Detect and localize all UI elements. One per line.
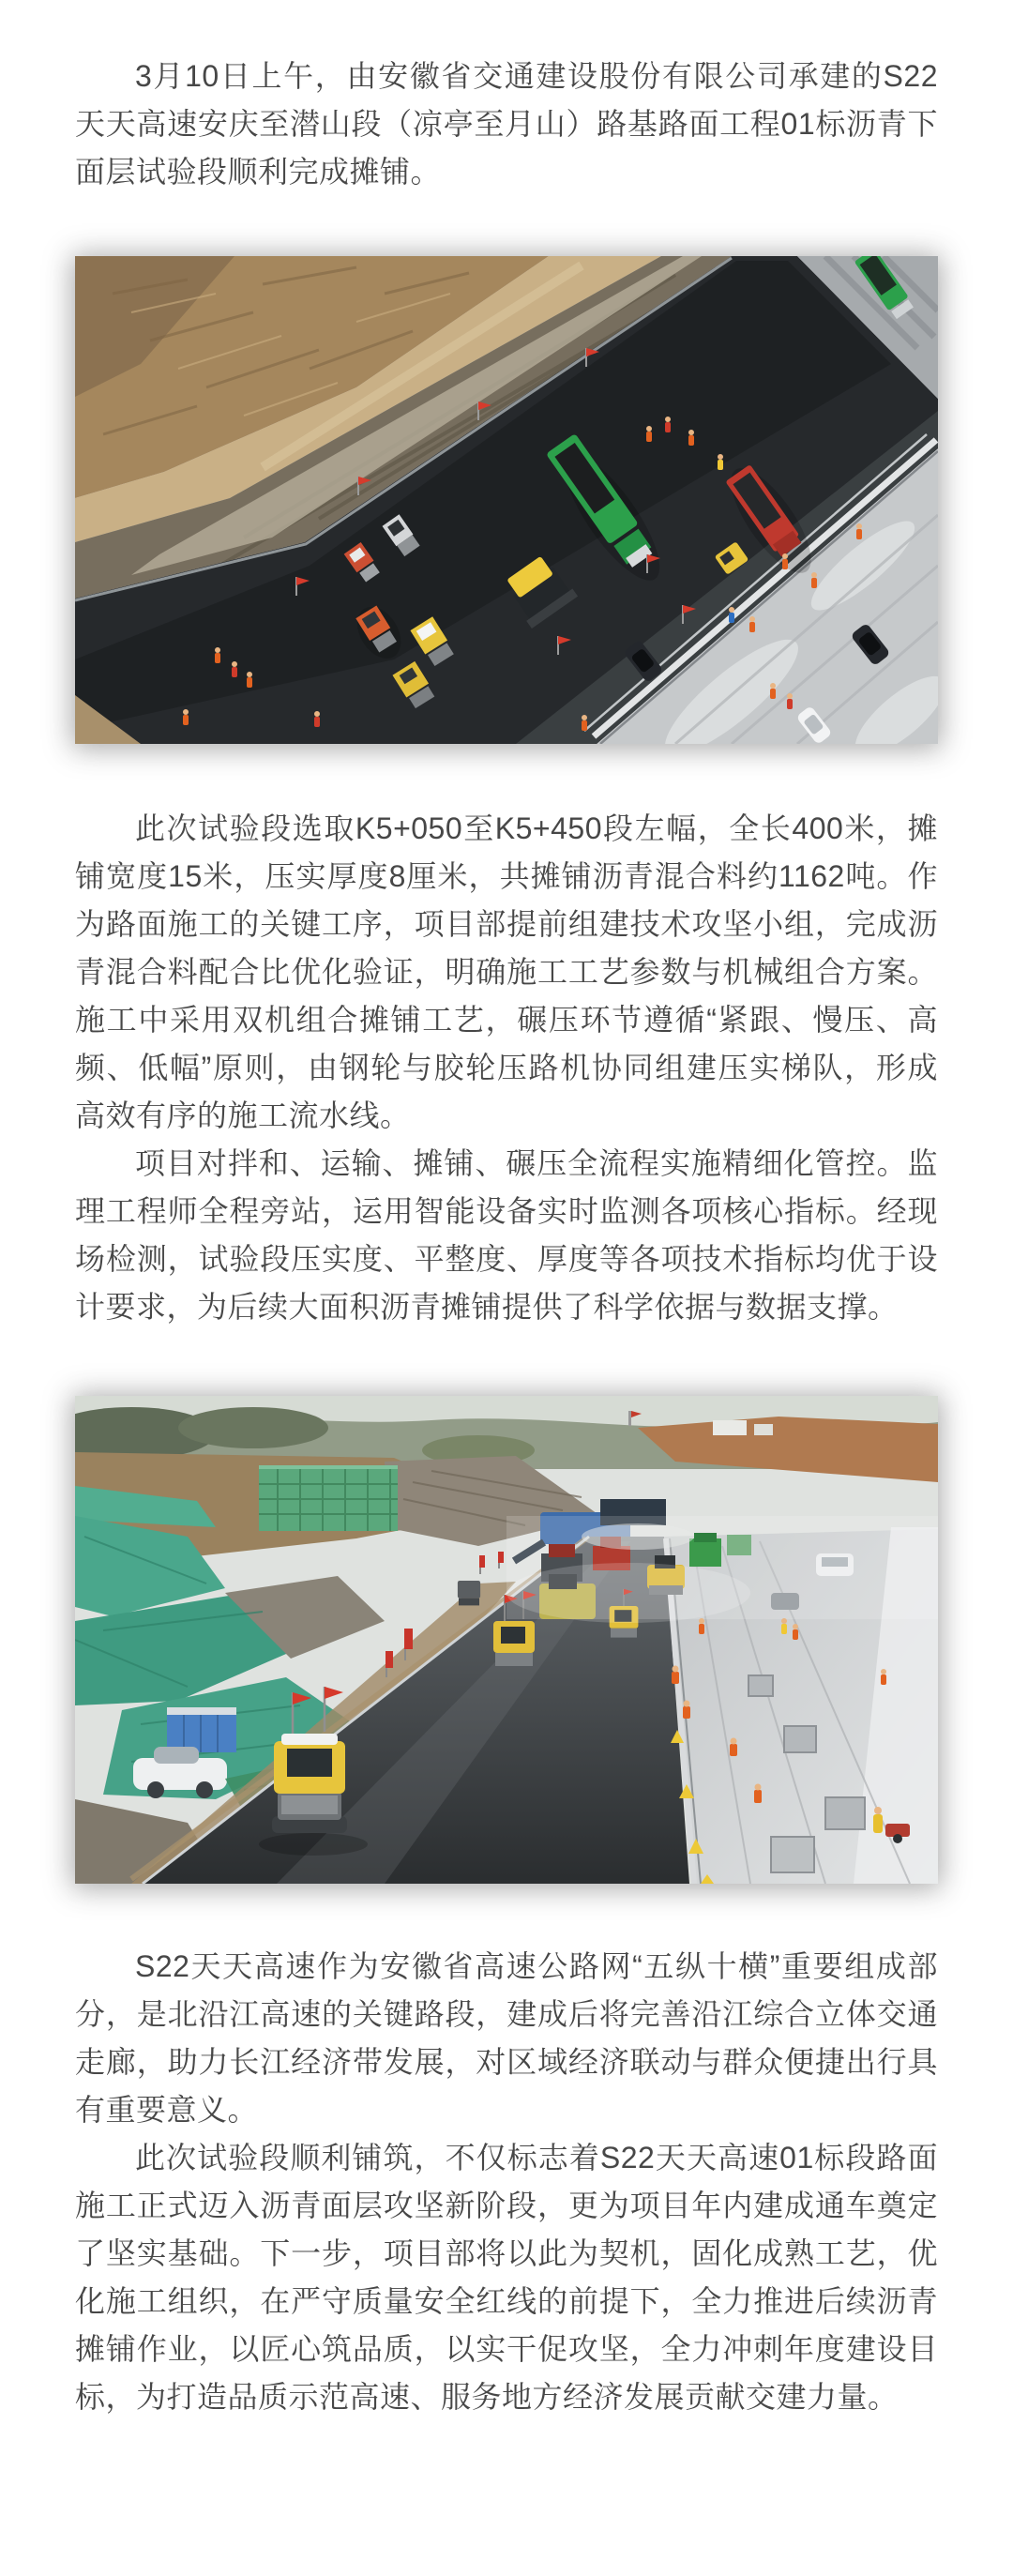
body-paragraph-2: 此次试验段选取K5+050至K5+450段左幅，全长400米，摊铺宽度15米，压实厚度8厘米，共摊铺沥青混合料约1162吨。作为路面施工的关键工序，项目部提前组建技术攻坚小组，完成沥青混合料配合比优化验证，明确施工工艺参数与机械组合方案。施工中采用双机组合摊铺工艺，碾压环节遵循“紧跟、慢压、高频、低幅”原则，由钢轮与胶轮压路机协同组建压实梯队，形成高效有序的施工流水线。 — [75, 811, 938, 1132]
photo-roadway-illustration — [75, 1396, 938, 1884]
photo-rollers-compacting[interactable] — [75, 1396, 938, 1884]
body-paragraph-5: 此次试验段顺利铺筑，不仅标志着S22天天高速01标段路面施工正式迈入沥青面层攻坚新阶段，更为项目年内建成通车奠定了坚实基础。下一步，项目部将以此为契机，固化成熟工艺，优化施工组织，在严守质量安全红线的前提下，全力推进后续沥青摊铺作业，以匠心筑品质，以实干促攻坚，全力冲刺年度建设目标，为打造品质示范高速、服务地方经济发展贡献交建力量。 — [75, 2141, 938, 2414]
body-paragraph-3: 项目对拌和、运输、摊铺、碾压全流程实施精细化管控。监理工程师全程旁站，运用智能设备实时监测各项核心指标。经现场检测，试验段压实度、平整度、厚度等各项技术指标均优于设计要求，为后续大面积沥青摊铺提供了科学依据与数据支撑。 — [75, 1146, 938, 1324]
body-paragraph-4: S22天天高速作为安徽省高速公路网“五纵十横”重要组成部分，是北沿江高速的关键路段，建成后将完善沿江综合立体交通走廊，助力长江经济带发展，对区域经济联动与群众便捷出行具有重要意义。 — [75, 1949, 938, 2127]
photo-aerial-illustration — [75, 256, 938, 744]
photo-asphalt-paving-aerial[interactable] — [75, 256, 938, 744]
body-paragraph-1: 3月10日上午，由安徽省交通建设股份有限公司承建的S22天天高速安庆至潜山段（凉亭至月山）路基路面工程01标沥青下面层试验段顺利完成摊铺。 — [75, 59, 938, 189]
